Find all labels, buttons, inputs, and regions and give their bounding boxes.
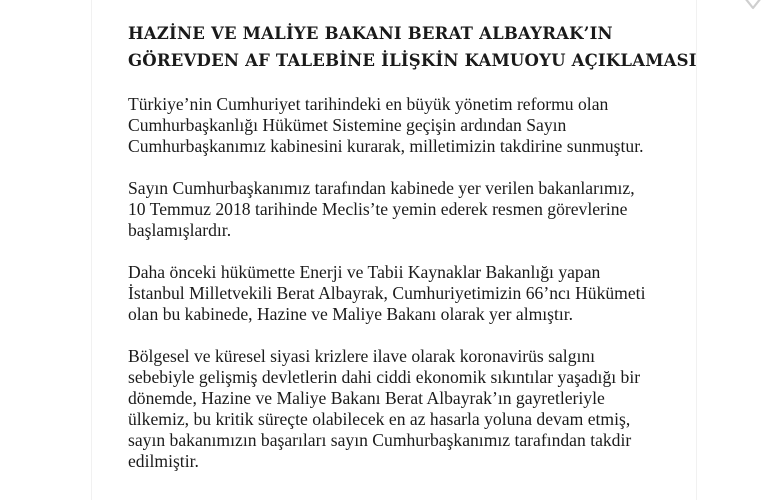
press-statement: [128, 20, 728, 493]
statement-paragraph-1: Türkiye’nin Cumhuriyet tarihindeki en büyük yönetim reformu olan Cumhurbaşkanlığı Hükümet Sistemine geçişin ardından Sayın Cumhurbaşkanımız kabinesini kurarak, milletimizin takdirine sunmuştur.: [128, 94, 644, 156]
statement-paragraph-4: Bölgesel ve küresel siyasi krizlere ilave olarak koronavirüs salgını sebebiyle gelişmiş devletlerin dahi ciddi ekonomik sıkıntılar yaşadığı bir dönemde, Hazine ve Maliye Bakanı Berat Albayrak’ın gayretleriyle ülkemiz, bu kritik süreçte olabilecek en az hasarla yoluna devam etmiş, sayın bakanımızın başarıları sayın Cumhurbaşkanımız tarafından takdir edilmiştir.: [128, 346, 641, 471]
chevron-down-icon: [742, 0, 764, 14]
statement-paragraph-3: Daha önceki hükümette Enerji ve Tabii Kaynaklar Bakanlığı yapan İstanbul Milletvekili Berat Albayrak, Cumhuriyetimizin 66’ncı Hükümeti olan bu kabinede, Hazine ve Maliye Bakanı olarak yer almıştır.: [128, 262, 646, 324]
statement-title: HAZİNE VE MALİYE BAKANI BERAT ALBAYRAK’IN GÖREVDEN AF TALEBİNE İLİŞKİN KAMUOYU AÇIKLAMASI: [128, 24, 697, 70]
left-margin-band: [0, 0, 92, 500]
statement-paragraph-2: Sayın Cumhurbaşkanımız tarafından kabinede yer verilen bakanlarımız, 10 Temmuz 2018 tarihinde Meclis’te yemin ederek resmen görevlerine başlamışlardır.: [128, 178, 635, 240]
left-margin-seam: [91, 0, 92, 500]
